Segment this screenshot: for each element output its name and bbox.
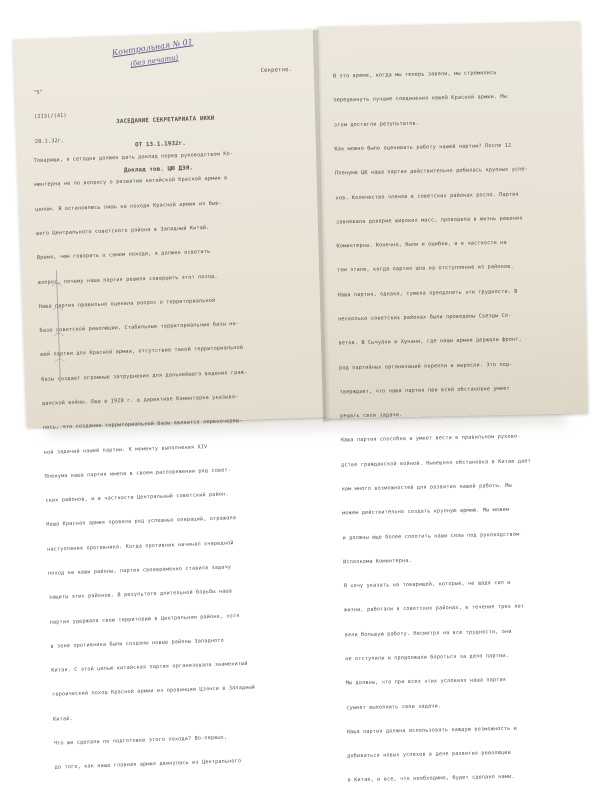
pencil-scribble-icon [45,266,71,387]
body-line: тверждает, что наша партия при всей обстановке умеет [339,385,510,396]
left-page [13,29,344,771]
body-line: Как можно было оценивать работу нашей партии? После 12 [334,142,512,153]
body-line: лось, что создание территориальной базы является первоочеред- [42,418,243,432]
body-line: в зоне противника были созданы новые районы Западного [50,637,225,650]
body-line: завоевала доверие широких масс, проводила в жизнь решения [335,215,523,226]
body-line: Коминтерна. Конечно, были и ошибки, и в частности на [336,240,507,250]
body-line: и должны еще более сплотить наши силы под руководством [342,531,520,541]
body-line: базы создает огромные затруднения для дальнейшего ведения граж- [41,369,248,383]
body-line: Китай. [52,715,73,723]
body-line: Наша партия способна и умеет вести в правильном руково- [340,434,521,444]
body-line: данской войны. Еще в 1928 г. в директиве Коминтерна указыва- [41,394,239,407]
title-line: ОТ 13.1.1932г. [135,141,187,149]
body-line: шего Центрального советского района в Западный Китай. [36,224,210,238]
left-page-body [33,134,262,788]
body-line: Время, чем говорить о самом походе, я должен осветить [36,249,211,262]
body-line: хов. Количество членов в советских районах росло. Партия [335,191,519,202]
body-line: шей партии для Красной армии, отсутствие такой территориальной [40,345,244,359]
body-line: Пленума наша партия имела в своем распоряжении ряд совет- [44,467,232,480]
body-line: Китая. С этой целью китайская партия организовала знаменитый [51,660,248,674]
body-line: защиты этих районов. В результате длительной борьбы наша [48,588,233,602]
body-line: наступления противника. Когда противник начинал очередной [47,539,234,553]
body-line: героический поход Красной армии из провинции Цзянси в Западный [52,685,256,699]
body-line: Исполкома Коминтерна. [343,557,412,566]
body-line: целом. Я остановлюсь лишь на походе Красной армии из быв- [35,200,222,213]
body-line: до того, как наша главная армия двинулась из Центрального [54,758,242,771]
top-block-line: 28.1.32г. [34,137,65,145]
right-page [318,21,588,784]
title-line: ЗАСЕДАНИЕ СЕКРЕТАРИАТА ИККИ [116,115,215,126]
body-line: Наша Красная армия провела ряд успешных операций, отражала [46,515,237,529]
body-line: В это время, когда мы теперь завели, мы стремились [332,70,497,80]
body-line: жизни, работали в советских районах, в течение трех лет [344,603,525,614]
body-line: добиваться новых успехов в деле развития революции [347,749,511,760]
body-line: Пленума ЦК наша партия действительно добилась крупных успе- [334,166,529,177]
title-line: Доклад тов. ЦЮ ДЭЯ. [123,165,194,174]
body-line: вопрос, почему наша партия решила совершить этот поход. [37,273,218,286]
body-line: решать свои задачи. [340,412,403,420]
body-line: минтерна не по вопросу о развитии китайской Красной армии в [34,175,228,189]
body-line: дстве гражданской войной. Нынешняя обстановка в Китае дает [341,458,531,469]
top-block-line: "5" [33,89,44,97]
body-line: ских районов, и в частности Центральный советский район. [45,491,229,504]
body-line: базе советской революции. Стабильные территориальные базы на- [39,321,240,335]
body-line: сумеет выполнить свои задачи. [346,702,442,711]
body-line: можем действительно создать крупную армию. Мы можем [342,507,510,517]
body-line: не отступили и продолжали бороться за дело партии. [345,652,509,663]
body-line: Наша партия правильно оценила вопрос о территориальной [38,297,216,310]
body-line: Я хочу указать на товарищей, которые, не щадя сил и [343,579,511,590]
body-line: поход на наши районы, партия своевременно ставила задачу [47,564,232,577]
body-line: партия удержала свою территорию в Центральном районе, хотя [49,612,240,626]
body-line: Товарищи, я сегодня должен дать доклад перед руководством Ко- [33,151,234,165]
body-line: Наша партия должна использовать каждую возможность и [346,725,517,736]
body-line: том этапе, когда партия шла на отступление из районов. [336,264,514,274]
top-block-line: (213)/(41) [33,113,67,121]
body-line: ветов. В Сычуани и Хунани, где наши армии держали фронт, [338,336,522,347]
right-page-body [333,52,542,801]
body-line: вели большую работу. Несмотря на все трудности, они [344,628,512,639]
body-line: Мы должны, что при всех этих условиях наша партия [345,677,507,687]
body-line: этом достигли результатов. [333,120,420,129]
handwritten-header-1: Контрольная № 01 [111,37,194,58]
body-line: передвинуть лучшие соединения нашей Красной армии. Мы [333,94,507,104]
handwritten-header-2: (без печати) [129,53,179,69]
body-line: в Китае, и все, что необходимо, будет сделано нами. [347,774,515,784]
body-line: ряд партийных организаций окрепли и выросли. Это под- [339,361,513,371]
margin-pencil-mark [45,266,71,387]
body-line: нам много возможностей для развития нашей работы. Мы [341,482,512,493]
classification-mark: Секретно. [260,66,293,75]
body-line: несколько советских районах были проведены Съезды Со- [337,312,512,323]
body-line: ной задачей нашей партии. К моменту выполнения XIV [43,443,208,456]
body-line: Что же сделали по подготовке этого похода? Во-первых, [53,734,228,747]
body-line: Наша партия, однако, сумела преодолеть эти трудности. В [337,288,518,299]
